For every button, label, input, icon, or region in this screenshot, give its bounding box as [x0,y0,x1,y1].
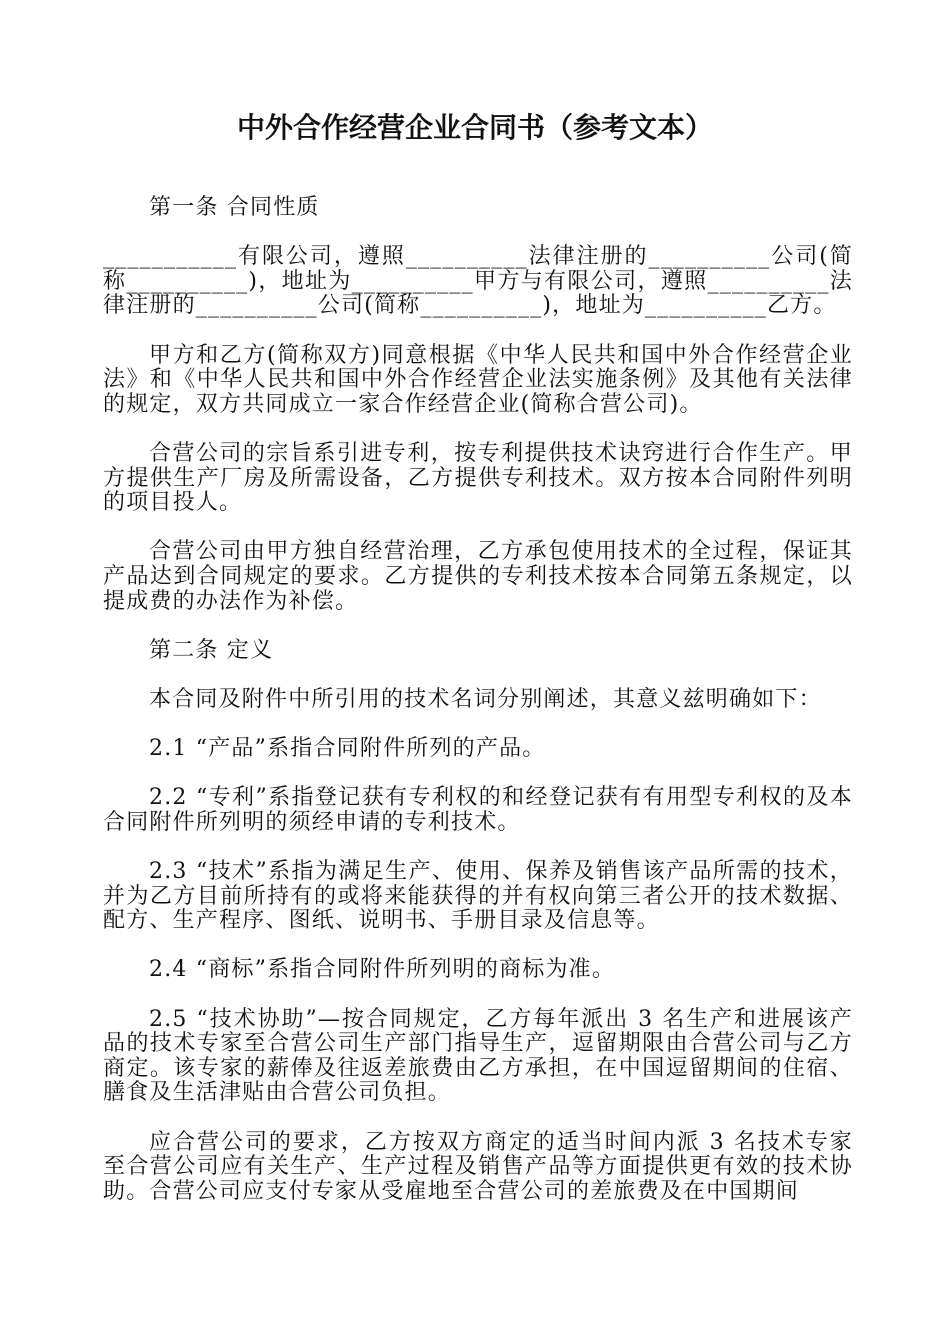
clause: 2.1 “产品”系指合同附件所列的产品。 [149,736,546,762]
clause: 2.2 “专利”系指登记获有专利权的和经登记获有有用型专利权的及本合同附件所列明的须经申请的专利技术。 [103,785,853,835]
document-body [103,196,853,1229]
document-title: 中外合作经营企业合同书（参考文本） [236,111,713,144]
paragraph: 本合同及附件中所引用的技术名词分别阐述，其意义兹明确如下： [149,686,822,712]
paragraph: ___________有限公司，遵照__________法律注册的__________公司(简称__________)，地址为__________甲方与有限公司，遵照__________法律注册的__________公司(简称__________)，地址为__________乙方。 [103,244,853,319]
paragraph: 合营公司的宗旨系引进专利，按专利提供技术诀窍进行合作生产。甲方提供生产厂房及所需设备，乙方提供专利技术。双方按本合同附件列明的项目投人。 [103,440,853,516]
paragraph: 合营公司由甲方独自经营治理，乙方承包使用技术的全过程，保证其产品达到合同规定的要求。乙方提供的专利技术按本合同第五条规定，以提成费的办法作为补偿。 [103,539,853,614]
clause: 2.3 “技术”系指为满足生产、使用、保养及销售该产品所需的技术，并为乙方目前所持有的或将来能获得的并有权向第三者公开的技术数据、配方、生产程序、图纸、说明书、手册目录及信息等。 [103,859,853,934]
clause: 2.5 “技术协助”—按合同规定，乙方每年派出 3 名生产和进展该产品的技术专家至合营公司生产部门指导生产，逗留期限由合营公司与乙方商定。该专家的薪俸及往返差旅费由乙方承担，在中国逗留期间的住宿、膳食及生活津贴由合营公司负担。 [103,1006,853,1106]
article-heading: 第二条 定义 [149,637,274,663]
article-heading: 第一条 合同性质 [149,195,320,220]
paragraph: 甲方和乙方(简称双方)同意根据《中华人民共和国中外合作经营企业法》和《中华人民共和国中外合作经营企业法实施条例》及其他有关法律的规定，双方共同成立一家合作经营企业(简称合营公司)。 [103,342,853,417]
clause: 2.4 “商标”系指合同附件所列明的商标为准。 [149,957,616,983]
paragraph: 应合营公司的要求，乙方按双方商定的适当时间内派 3 名技术专家至合营公司应有关生产、生产过程及销售产品等方面提供更有效的技术协助。合营公司应支付专家从受雇地至合营公司的差旅费及在中国期间 [103,1129,853,1204]
